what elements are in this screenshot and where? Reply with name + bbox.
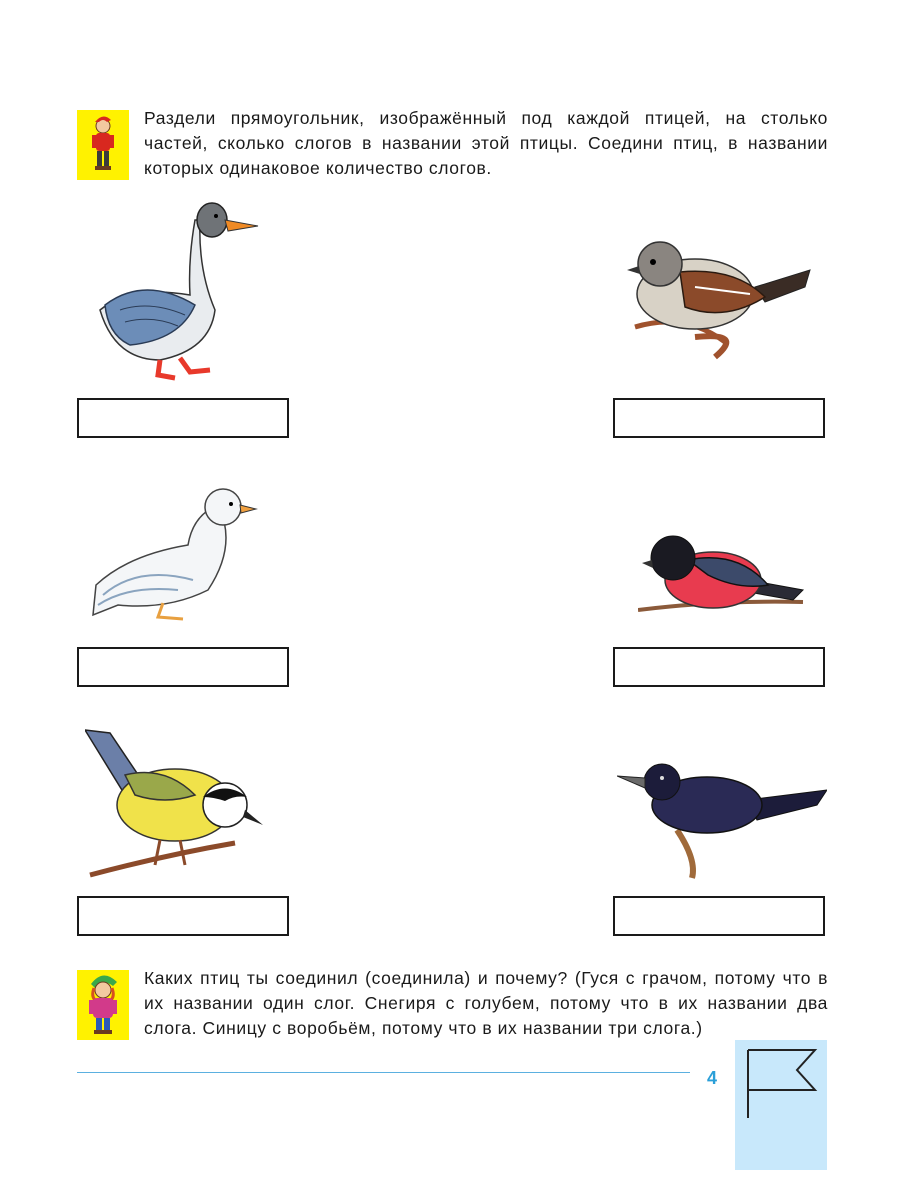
answer-box-rook[interactable] xyxy=(613,896,825,936)
answer-box-goose[interactable] xyxy=(77,398,289,438)
answer-box-bullfinch[interactable] xyxy=(613,647,825,687)
titmouse-image xyxy=(85,725,265,885)
rook-image xyxy=(617,760,827,885)
answer-box-sparrow[interactable] xyxy=(613,398,825,438)
dove-image xyxy=(88,485,258,630)
answer-box-titmouse[interactable] xyxy=(77,896,289,936)
answer-box-dove[interactable] xyxy=(77,647,289,687)
flag-tab xyxy=(735,1040,827,1170)
bullfinch-image xyxy=(638,530,808,630)
boy-character-icon xyxy=(77,110,129,180)
task-2-text: Каких птиц ты соединил (соединила) и почему? (Гуся с грачом, потому что в их названии один слог. Снегиря с голубем, потому что в их названии два слога. Синицу с воробьём, потому что в их названии три слога.) xyxy=(144,968,828,1038)
footer-divider xyxy=(77,1072,690,1073)
sparrow-image xyxy=(625,232,815,367)
girl-character-icon xyxy=(77,970,129,1040)
goose-image xyxy=(90,200,270,390)
task-1-text: Раздели прямоугольник, изображённый под каждой птицей, на столько частей, сколько слогов в названии этой птицы. Соедини птиц, в названии которых одинаковое количество слогов. xyxy=(144,108,828,178)
page-number: 4 xyxy=(707,1068,718,1088)
